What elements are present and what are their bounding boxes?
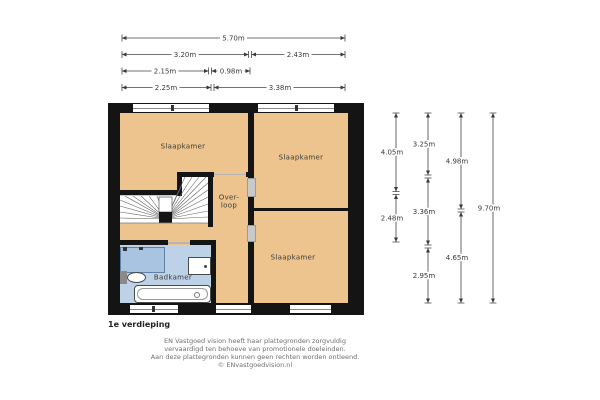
disclaimer-text — [100, 337, 410, 369]
dim-label-338: 3.38m — [268, 84, 292, 92]
dim-label-295: 2.95m — [412, 272, 436, 280]
dim-label-465: 4.65m — [445, 254, 469, 262]
dim-top-rows — [122, 38, 345, 88]
label-overloop-line1: Over- — [218, 193, 240, 202]
dim-top-labels — [152, 34, 312, 92]
dim-label-498: 4.98m — [445, 157, 469, 166]
dim-label-320: 3.20m — [173, 51, 197, 59]
dim-label-225: 2.25m — [154, 84, 178, 92]
dim-label-970: 9.70m — [477, 204, 501, 213]
label-overloop-line2: loop — [220, 201, 238, 209]
disclaimer-line-1: EN Vastgoed vision heeft haar plattegronden zorgvuldig — [164, 337, 346, 345]
dim-label-243: 2.43m — [286, 51, 310, 59]
dim-right-labels — [379, 140, 503, 280]
disclaimer-line-4: © ENvastgoedvision.nl — [217, 361, 293, 369]
label-slaapkamer-2: Slaapkamer — [278, 153, 324, 162]
label-slaapkamer-1: Slaapkamer — [160, 142, 206, 151]
dim-label-325: 3.25m — [412, 140, 436, 149]
dim-label-405: 4.05m — [380, 148, 404, 157]
dim-label-248: 2.48m — [380, 214, 404, 223]
dim-label-570: 5.70m — [222, 34, 245, 43]
label-badkamer: Badkamer — [153, 273, 193, 282]
dim-label-336: 3.36m — [412, 208, 436, 216]
disclaimer-line-2: vervaardigd ten behoeve van promotionele doeleinden. — [164, 345, 346, 353]
label-slaapkamer-3: Slaapkamer — [270, 253, 316, 262]
floor-title: 1e verdieping — [108, 320, 171, 329]
dim-label-098: 0.98m — [219, 67, 243, 76]
dim-top-ticks — [122, 35, 345, 92]
dim-label-215: 2.15m — [153, 67, 177, 76]
disclaimer-line-3: Aan deze plattegronden kunnen geen rechten worden ontleend. — [150, 353, 360, 361]
